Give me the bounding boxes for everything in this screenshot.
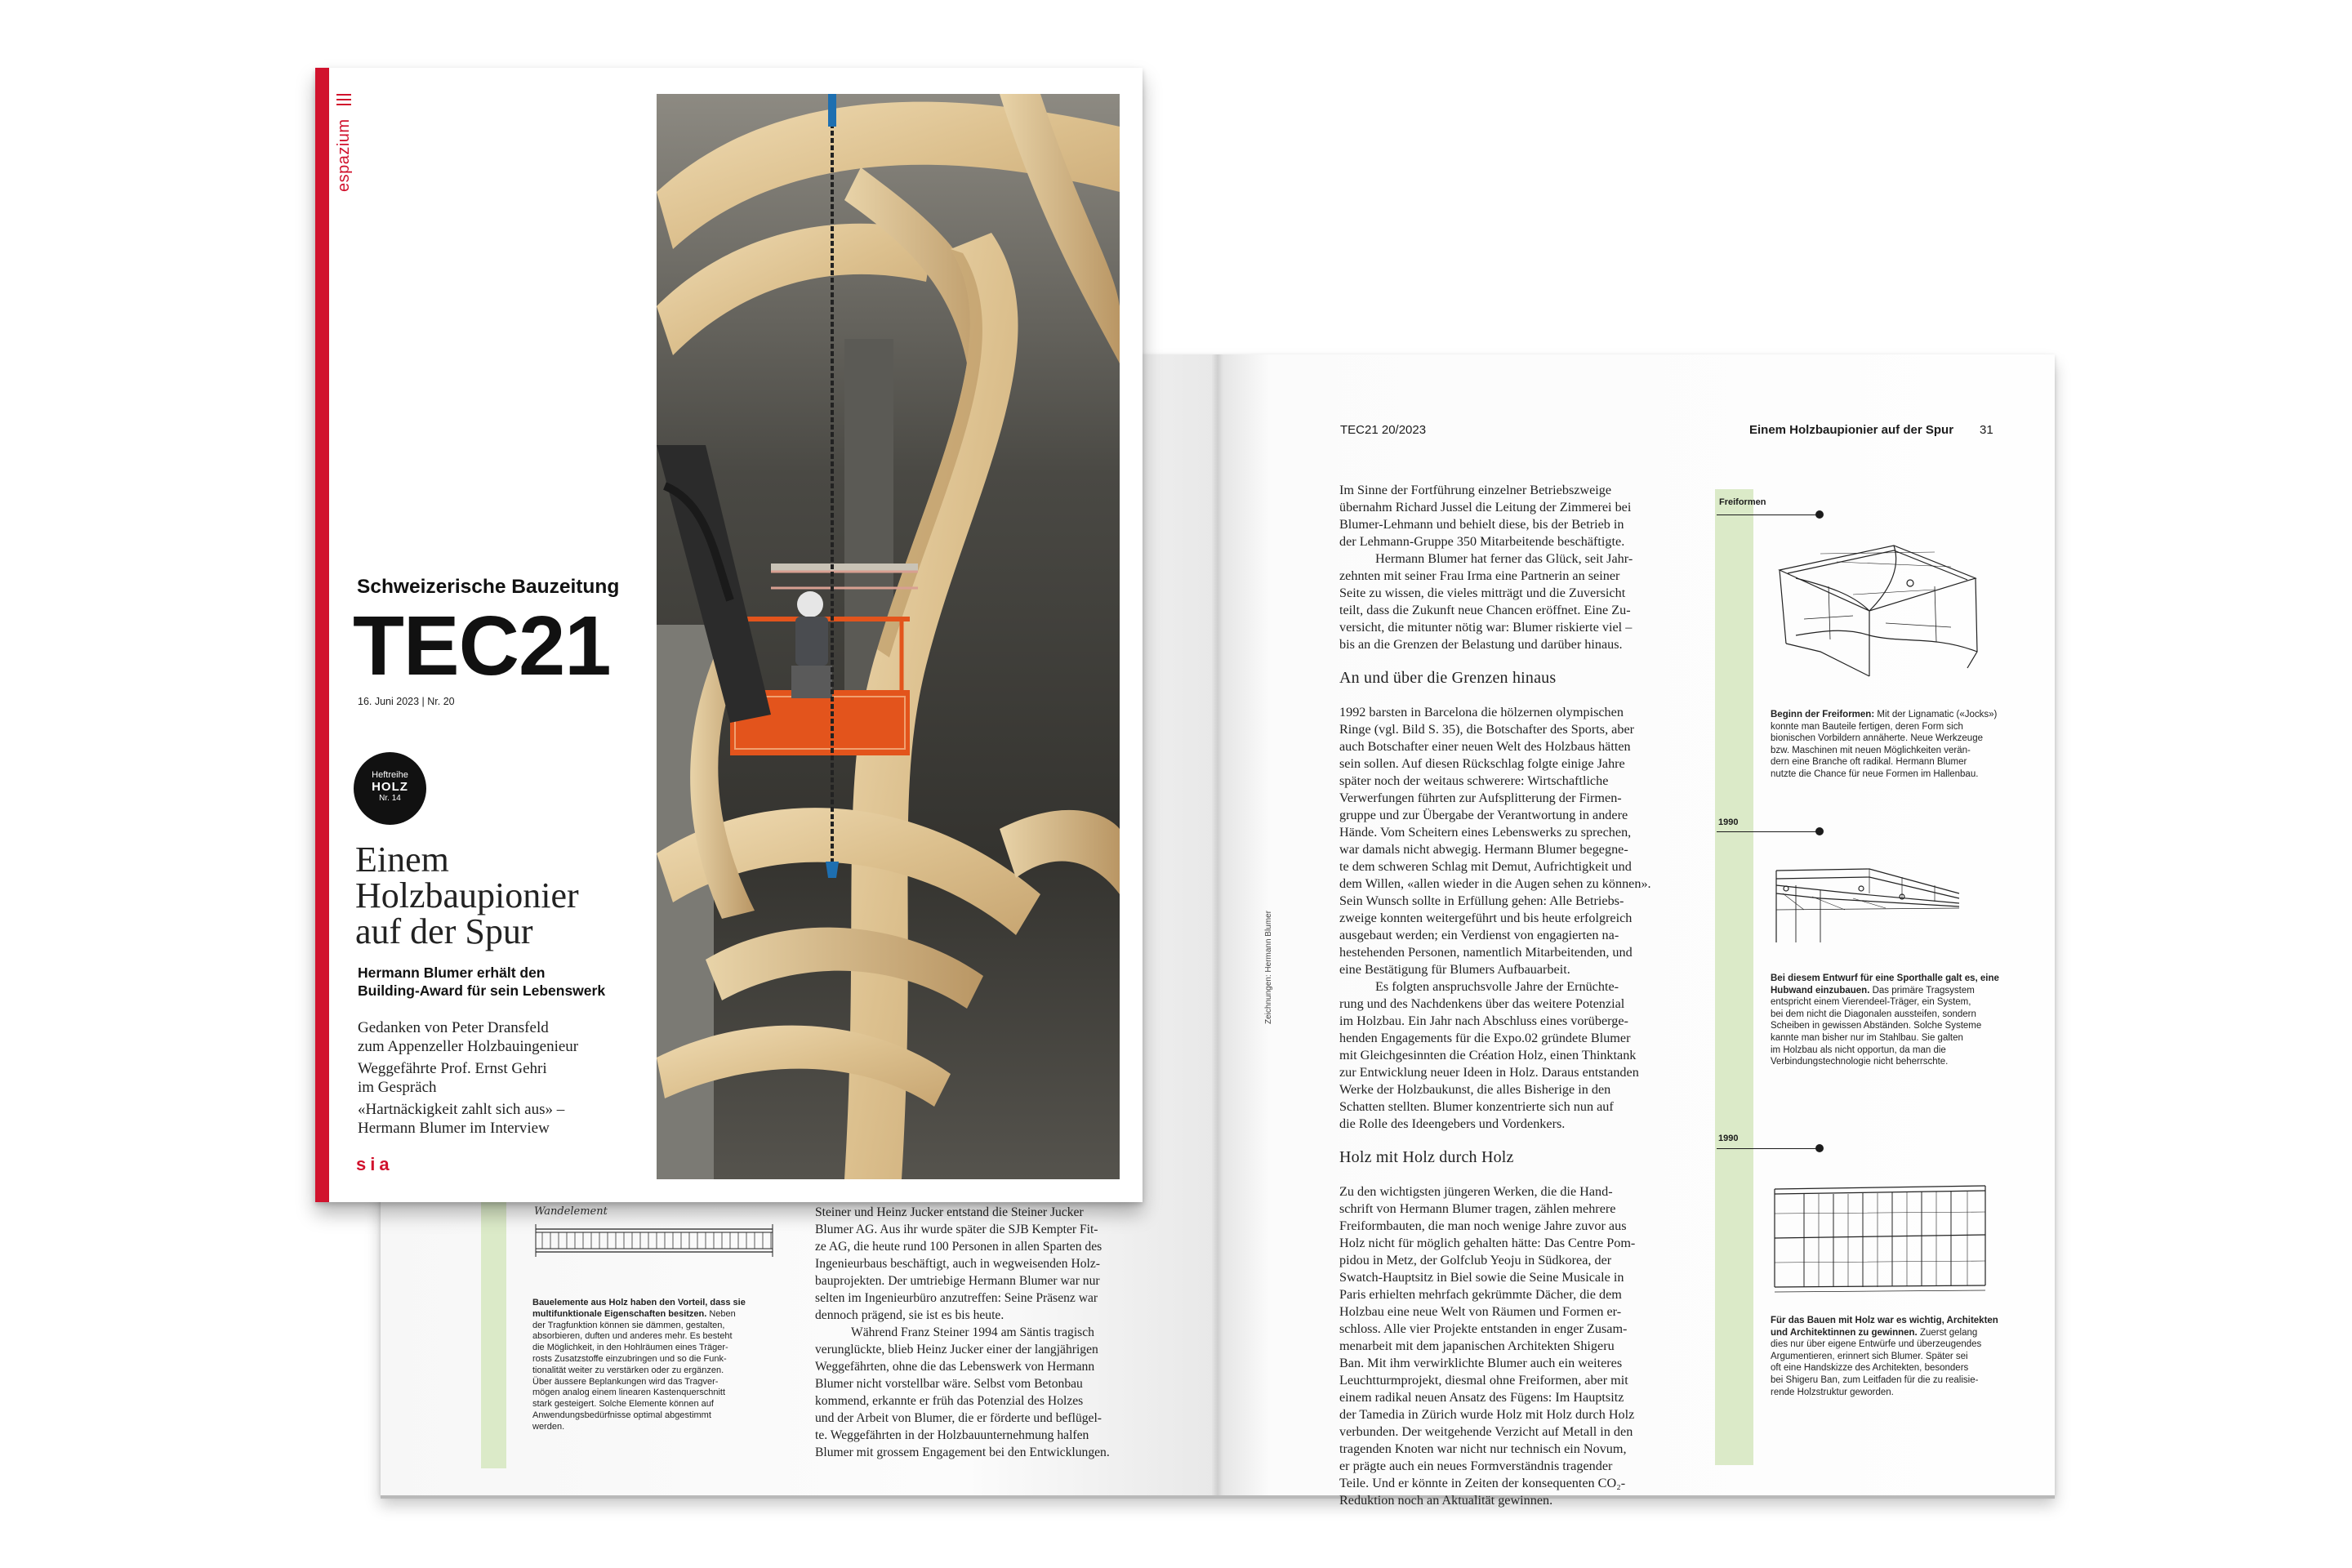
body-line: ausgebaut werden; ein Verdienst von engagierten na- (1339, 928, 1619, 942)
left-caption-line: werden. (532, 1421, 565, 1432)
spread-bottom-edge (381, 1495, 2055, 1499)
issue-date: 16. Juni 2023 | Nr. 20 (358, 696, 455, 707)
caption-line: bionischen Vorbildern annäherte. Neue Werkzeuge (1771, 733, 1983, 744)
left-caption-line: stark gesteigert. Solche Elemente können auf (532, 1399, 714, 1410)
left-caption (532, 1298, 794, 1433)
caption-bold: Für das Bauen mit Holz war es wichtig, Architekten (1771, 1316, 1998, 1325)
body-line: gruppe und zur Übergabe der Verantwortung in andere (1339, 808, 1628, 822)
body-line: auch Botschafter einer neuen Welt des Holzbaus hätten (1339, 739, 1631, 754)
cover-photo-timber-structure (657, 94, 1120, 1179)
cover-subhead (358, 964, 652, 1000)
left-timeline-bar (481, 1194, 506, 1468)
caption-line: Zuerst gelang (1919, 1327, 1978, 1338)
body-line: der Lehmann-Gruppe 350 Mitarbeitende beschäftigte. (1339, 534, 1625, 549)
caption-line: bei Shigeru Ban, zum Leitfaden für die zu realisie- (1771, 1374, 1979, 1385)
magazine-cover (315, 68, 1143, 1202)
espazium-logo-mark (336, 94, 351, 105)
teaser-item (358, 1059, 652, 1097)
body-line: Paris erhielten mehrfach gekrümmte Dächer, die dem (1339, 1287, 1622, 1302)
caption-line: konnte man Bauteile fertigen, deren Form sich (1771, 721, 1963, 732)
body-line: Blumer-Lehmann und behielt diese, bis der Betrieb in (1339, 517, 1624, 532)
body-line: Ban. Mit ihm verwirklichte Blumer auch ein weiteres (1339, 1356, 1623, 1370)
left-caption-line: der Tragfunktion können sie dämmen, gestalten, (532, 1320, 725, 1330)
badge-title: HOLZ (372, 780, 408, 794)
sketch-sports-hall (1771, 861, 1992, 959)
left-caption-line: absorbieren, duften und anderes mehr. Es besteht (532, 1331, 733, 1342)
page-number: 31 (1980, 423, 1993, 437)
timeline-tick-line (1717, 1148, 1820, 1149)
caption-line: im Holzbau als nicht opportun, da man die (1771, 1045, 1946, 1055)
body-line: und der Arbeit von Blumer, die er förderte und beflügel- (815, 1411, 1102, 1425)
teaser-item (358, 1018, 652, 1056)
teaser-line: zum Appenzeller Holzbauingenieur (358, 1038, 579, 1055)
body-line: Weggefährten, ohne die das Lebenswerk von Hermann (815, 1360, 1095, 1374)
sketch-label: Wandelement (534, 1205, 608, 1218)
teaser-line: Gedanken von Peter Dransfeld (358, 1019, 549, 1036)
caption-bold: Bei diesem Entwurf für eine Sporthalle galt es, eine (1771, 973, 1999, 983)
para5 (1339, 1183, 1692, 1509)
body-line: übernahm Richard Jussel die Leitung der Zimmerei bei (1339, 500, 1632, 514)
timeline-year-label: 1990 (1718, 1134, 1739, 1143)
timber-structure-illustration (657, 94, 1120, 1179)
left-caption-line: Über äussere Beplankungen wird das Tragver- (532, 1376, 719, 1387)
body-line: ze AG, die heute rund 100 Personen in allen Sparten des (815, 1240, 1102, 1254)
body-line: zehnten mit seiner Frau Irma eine Partnerin an seiner (1339, 568, 1620, 583)
sketch-building-facade (1771, 1181, 1992, 1303)
body-line: Seite zu wissen, die vieles mitträgt und die Zuversicht (1339, 586, 1626, 600)
masthead-subtitle: Schweizerische Bauzeitung (357, 576, 620, 598)
body-line: sein sollen. Auf diesen Rückschlag folgte einige Jahre (1339, 756, 1625, 771)
caption-line: oft eine Handskizze des Architekten, besonders (1771, 1363, 1969, 1374)
body-line: verunglückte, blieb Heinz Jucker einer der langjährigen (815, 1343, 1098, 1356)
timeline-caption (1771, 709, 2016, 781)
body-line: schloss. Alle vier Projekte entstanden in enger Zusam- (1339, 1321, 1628, 1336)
caption-line: Scheiben in gewissen Abständen. Solche Systeme (1771, 1021, 1982, 1031)
body-line: Während Franz Steiner 1994 am Säntis tragisch (851, 1325, 1094, 1339)
body-line: später noch der weitaus schwerere: Wirtschaftliche (1339, 773, 1609, 788)
body-line: rung und des Nachdenkens über das weitere Potenzial (1339, 996, 1625, 1011)
para2 (1339, 550, 1692, 653)
body-line: im Holzbau. Ein Jahr nach Abschluss eines vorüberge- (1339, 1013, 1628, 1028)
body-line: Sein Wunsch sollte in Erfüllung gehen: Alle Betriebs- (1339, 893, 1624, 908)
running-header-title: Einem Holzbaupionier auf der Spur (1749, 423, 1954, 437)
timeline-caption (1771, 973, 2016, 1068)
body-line: Werke der Holzbaukunst, die alles Bisherige in den (1339, 1082, 1611, 1097)
left-caption-bold: Bauelemente aus Holz haben den Vorteil, dass sie multifunktionale Eigenschaften besitzen. (532, 1298, 746, 1319)
body-line: eine Bestätigung für Blumers Aufbauarbeit. (1339, 962, 1570, 977)
body-line: Freiformbauten, die man noch wenige Jahre zuvor aus (1339, 1218, 1627, 1233)
timeline-year-label: 1990 (1718, 817, 1739, 827)
body-line: Es folgten anspruchsvolle Jahre der Ernüchte- (1375, 979, 1619, 994)
body-line: bauprojekten. Der umtriebige Hermann Blumer war nur (815, 1274, 1100, 1288)
series-badge (354, 752, 426, 825)
para3 (1339, 704, 1692, 978)
body-line: 1992 barsten in Barcelona die hölzernen olympischen (1339, 705, 1624, 719)
body-line: tragenden Knoten war nicht nur technisch ein Novum, (1339, 1441, 1627, 1456)
caption-bold: und Architektinnen zu gewinnen. (1771, 1327, 1918, 1338)
headline-line: auf der Spur (355, 911, 533, 951)
sketch-freeform-roof (1771, 537, 1992, 701)
teaser-line: im Gespräch (358, 1079, 437, 1096)
body-line: der Tamedia in Zürich wurde Holz mit Holz durch Holz (1339, 1407, 1635, 1422)
body-line: selten im Ingenieurbüro anzutreffen: Seine Präsenz war (815, 1291, 1098, 1305)
wall-element-drawing (534, 1218, 779, 1275)
caption-line: Mit der Lignamatic («Jocks») (1877, 710, 1998, 719)
left-body-text (815, 1204, 1135, 1461)
wall-element-sketch (534, 1205, 779, 1279)
body-line: zur Entwicklung neuer Ideen in Holz. Daraus entstanden (1339, 1065, 1639, 1080)
body-line: menarbeit mit dem japanischen Architekten Shigeru (1339, 1339, 1615, 1353)
timeline-dot (1815, 1144, 1824, 1152)
timeline-bar (1715, 489, 1753, 1465)
badge-number: Nr. 14 (379, 794, 401, 803)
body-line: Teile. Und er könnte in Zeiten der konsequenten CO₂- (1339, 1476, 1626, 1490)
body-line: kommend, erkannte er früh das Potenzial des Holzes (815, 1394, 1084, 1408)
body-line: Hände. Vom Scheitern eines Lebenswerks zu sprechen, (1339, 825, 1632, 840)
body-line: bis an die Grenzen der Belastung und darüber hinaus. (1339, 637, 1623, 652)
caption-line: nutzte die Chance für neue Formen im Hallenbau. (1771, 768, 1979, 779)
para4 (1339, 978, 1692, 1133)
caption-line: bei dem nicht die Diagonalen aussteifen, sondern (1771, 1009, 1976, 1019)
timeline-tick-line (1717, 514, 1820, 515)
body-line: hestehenden Personen, namentlich Mitarbeitenden, und (1339, 945, 1633, 960)
body-line: war damals nicht abwegig. Hermann Blumer begegne- (1339, 842, 1628, 857)
caption-line: Verbindungstechnologie nicht beherrschte. (1771, 1057, 1949, 1067)
section-heading: Holz mit Holz durch Holz (1339, 1148, 1514, 1166)
timeline-caption (1771, 1315, 2024, 1398)
masthead-title: TEC21 (353, 599, 611, 693)
body-line: er prägte auch ein neues Formverständnis tragender (1339, 1459, 1613, 1473)
caption-bold: Hubwand einzubauen. (1771, 985, 1870, 996)
teaser-line: Hermann Blumer im Interview (358, 1120, 550, 1137)
espazium-logo: espazium (335, 118, 353, 192)
teaser-item (358, 1100, 652, 1138)
body-line: dennoch prägend, sie ist es bis heute. (815, 1308, 1004, 1322)
body-line: schrift von Hermann Blumer tragen, zählen mehrere (1339, 1201, 1616, 1216)
cover-teasers (358, 1018, 652, 1138)
body-line: Ingenieurbaus beschäftigt, auch in wegweisenden Holz- (815, 1257, 1101, 1271)
caption-line: dern eine Branche oft radikal. Hermann Blumer (1771, 757, 1967, 768)
body-line: zweige konnten weitergeführt und bis heute erfolgreich (1339, 911, 1633, 925)
body-line: Im Sinne der Fortführung einzelner Betriebszweige (1339, 483, 1612, 497)
body-line: henden Engagements für die Expo.02 gründete Blumer (1339, 1031, 1631, 1045)
vertical-credit: Zeichnungen: Hermann Blumer (1264, 911, 1273, 1024)
badge-line: Heftreihe (372, 770, 408, 780)
teaser-line: Weggefährte Prof. Ernst Gehri (358, 1060, 547, 1077)
body-line: verbunden. Der weitgehende Verzicht auf Metall in den (1339, 1424, 1633, 1439)
body-line: versicht, die mitunter nötig war: Blumer riskierte viel – (1339, 620, 1633, 635)
cover-red-spine (315, 68, 329, 1202)
section-heading: An und über die Grenzen hinaus (1339, 669, 1557, 687)
body-line: Hermann Blumer hat ferner das Glück, seit Jahr- (1375, 551, 1633, 566)
body-line: Holz nicht für möglich gehalten hätte: Das Centre Pom- (1339, 1236, 1636, 1250)
body-line: Ringe (vgl. Bild S. 35), die Botschafter des Sports, aber (1339, 722, 1635, 737)
left-caption-line: mögen analog einem linearen Kastenquerschnitt (532, 1388, 726, 1398)
body-line: einem radikal neuen Ansatz des Fügens: Im Hauptsitz (1339, 1390, 1624, 1405)
timeline-tick-line (1717, 831, 1820, 832)
body-line: Zu den wichtigsten jüngeren Werken, die die Hand- (1339, 1184, 1613, 1199)
body-line: Swatch-Hauptsitz in Biel sowie die Seine Musicale in (1339, 1270, 1624, 1285)
timeline-dot (1815, 827, 1824, 835)
caption-line: dies nur über eigene Entwürfe und überzeugendes (1771, 1339, 1982, 1350)
running-header-issue: TEC21 20/2023 (1340, 423, 1427, 437)
caption-line: kannte man bisher nur im Stahlbau. Sie galten (1771, 1032, 1963, 1043)
body-line: pidou in Metz, der Golfclub Yeoju in Südkorea, der (1339, 1253, 1612, 1267)
subhead-line: Hermann Blumer erhält den (358, 964, 546, 981)
teaser-line: «Hartnäckigkeit zahlt sich aus» – (358, 1101, 565, 1118)
body-line: Blumer nicht vorstellbar wäre. Selbst vom Betonbau (815, 1377, 1083, 1391)
headline-line: Einem (355, 840, 449, 880)
body-line: te dem schweren Schlag mit Demut, Aufrichtigkeit und (1339, 859, 1632, 874)
sia-logo: sia (356, 1154, 394, 1174)
left-caption-line: rosts Zusatzstoffe einzubringen und so die Funk- (532, 1353, 727, 1364)
timeline-dot (1815, 510, 1824, 519)
left-caption-line: Anwendungsbedürfnisse optimal abgestimmt (532, 1410, 711, 1420)
subhead-line: Building-Award für sein Lebenswerk (358, 982, 606, 999)
spread-gutter (1212, 354, 1223, 1495)
body-line: Steiner und Heinz Jucker entstand die Steiner Jucker (815, 1205, 1084, 1219)
caption-line: entspricht einem Vierendeel-Träger, ein System, (1771, 997, 1971, 1008)
body-line: Blumer mit grossem Engagement bei den Entwicklungen. (815, 1446, 1110, 1459)
left-caption-line: Neben (709, 1308, 736, 1319)
caption-line: Das primäre Tragsystem (1872, 985, 1975, 996)
body-line: Leuchtturmprojekt, diesmal ohne Freiformen, aber mit (1339, 1373, 1628, 1388)
body-line: mit Gleichgesinnten die Création Holz, einen Thinktank (1339, 1048, 1637, 1062)
body-line: Verwerfungen führten zur Aufsplitterung der Firmen- (1339, 791, 1622, 805)
body-line: Holzbau eine neue Welt von Räumen und Formen er- (1339, 1304, 1622, 1319)
left-caption-line: tionalität weiter zu verstärken oder zu ergänzen. (532, 1365, 724, 1375)
cover-headline (355, 842, 649, 950)
right-body-text (1339, 482, 1692, 1509)
caption-line: rende Holzstruktur geworden. (1771, 1387, 1894, 1397)
caption-line: Argumentieren, erinnert sich Blumer. Später sei (1771, 1351, 1968, 1361)
body-line: Blumer AG. Aus ihr wurde später die SJB Kempter Fit- (815, 1223, 1098, 1236)
body-line: Reduktion noch an Aktualität gewinnen. (1339, 1493, 1553, 1508)
caption-line: bzw. Maschinen mit neuen Möglichkeiten verän- (1771, 745, 1971, 755)
body-line: Schatten stellten. Blumer konzentrierte sich nun auf (1339, 1099, 1614, 1114)
body-line: die Rolle des Ideengebers und Vordenkers. (1339, 1116, 1566, 1131)
body-line: teilt, dass die Zukunft neue Chancen eröffnet. Eine Zu- (1339, 603, 1631, 617)
body-line: te. Weggefährten in der Holzbauunternehmung halfen (815, 1428, 1089, 1442)
body-line: dem Willen, «allen wieder in die Augen sehen zu können». (1339, 876, 1651, 891)
headline-line: Holzbaupionier (355, 875, 579, 915)
caption-bold: Beginn der Freiformen: (1771, 710, 1875, 719)
timeline-label-freiformen: Freiformen (1719, 497, 1766, 507)
para1 (1339, 482, 1692, 550)
left-caption-line: die Möglichkeit, in den Hohlräumen eines Träger- (532, 1343, 728, 1353)
